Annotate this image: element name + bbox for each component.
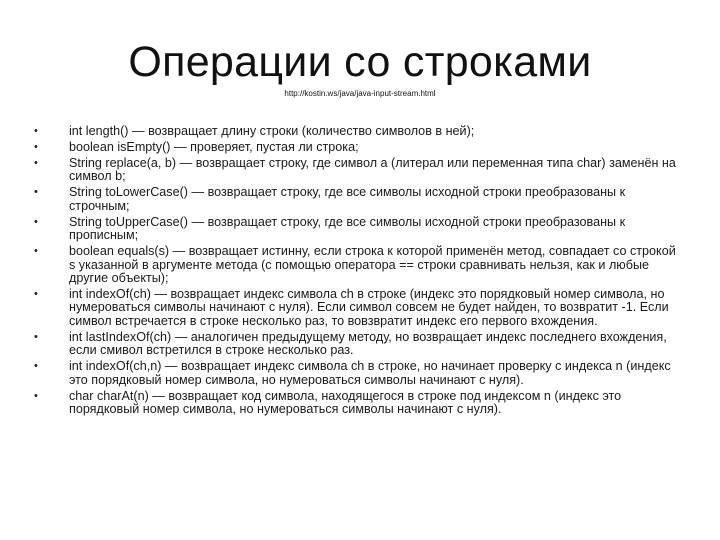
list-item-text: String toLowerCase() — возвращает строку, где все символы исходной строки преобразованы к строчным; bbox=[69, 185, 626, 213]
bullet-icon: • bbox=[34, 288, 38, 301]
list-item-text: String toUpperCase() — возвращает строку, где все символы исходной строки преобразованы к прописным; bbox=[69, 214, 626, 243]
bullet-icon: • bbox=[34, 330, 38, 343]
bullet-icon: • bbox=[34, 157, 38, 169]
list-item-text: boolean equals(s) — возвращает истинну, если строка к которой применён метод, совпадает со строкой s указанной в аргументе метода (с помощью оператора == строки сравнивать нельзя, как и любые другие объекты); bbox=[69, 244, 676, 286]
list-item bbox=[34, 125, 684, 138]
list-item-text: String replace(a, b) — возвращает строку, где символ a (литерал или переменная типа char) заменён на символ b; bbox=[69, 156, 676, 184]
bullet-icon: • bbox=[34, 141, 38, 153]
bullet-icon: • bbox=[34, 186, 38, 199]
list-item-text: int lastIndexOf(ch) — аналогичен предыдущему методу, но возвращает индекс последнего вхождения, если смивол встретился в строке несколько раз. bbox=[69, 329, 667, 358]
list-item bbox=[34, 216, 684, 243]
bullet-icon: • bbox=[34, 389, 38, 402]
list-item-text: char charAt(n) — возвращает код символа, находящегося в строке под индексом n (индекс это порядковый номер символа, но нумероваться символы начинают с нуля). bbox=[69, 388, 622, 417]
list-item-text: int length() — возвращает длину строки (количество символов в ней); bbox=[69, 124, 475, 138]
list-item-text: int indexOf(ch) — возвращает индекс символа ch в строке (индекс это порядковый номер символа, но нумероваться символы начинают с нуля). Если символ совсем не будет найден, то возвратит -1. Если символ встречается в строке несколько раз, то вовзвратит индекс его первого вхождения. bbox=[69, 287, 669, 328]
bullet-icon: • bbox=[34, 360, 38, 373]
list-item bbox=[34, 331, 684, 358]
list-item bbox=[34, 288, 684, 328]
list-item bbox=[34, 186, 684, 213]
bullet-icon: • bbox=[34, 125, 38, 137]
list-item bbox=[34, 390, 684, 417]
slide-title: Операции со строками bbox=[128, 38, 592, 86]
bullet-icon: • bbox=[34, 245, 38, 258]
list-item bbox=[34, 360, 684, 387]
list-item-text: int indexOf(ch,n) — возвращает индекс символа ch в строке, но начинает проверку с индекса n (индекс это порядковый номер символа, но нумероваться символы начинают с нуля). bbox=[69, 359, 671, 387]
list-item bbox=[34, 245, 684, 285]
bullet-icon: • bbox=[34, 215, 38, 228]
list-item-text: boolean isEmpty() — проверяет, пустая ли строка; bbox=[69, 140, 359, 154]
source-url: http://kostin.ws/java/java-input-stream.html bbox=[284, 89, 436, 98]
list-item bbox=[34, 141, 684, 154]
bullet-list bbox=[34, 125, 684, 416]
list-item bbox=[34, 157, 684, 184]
